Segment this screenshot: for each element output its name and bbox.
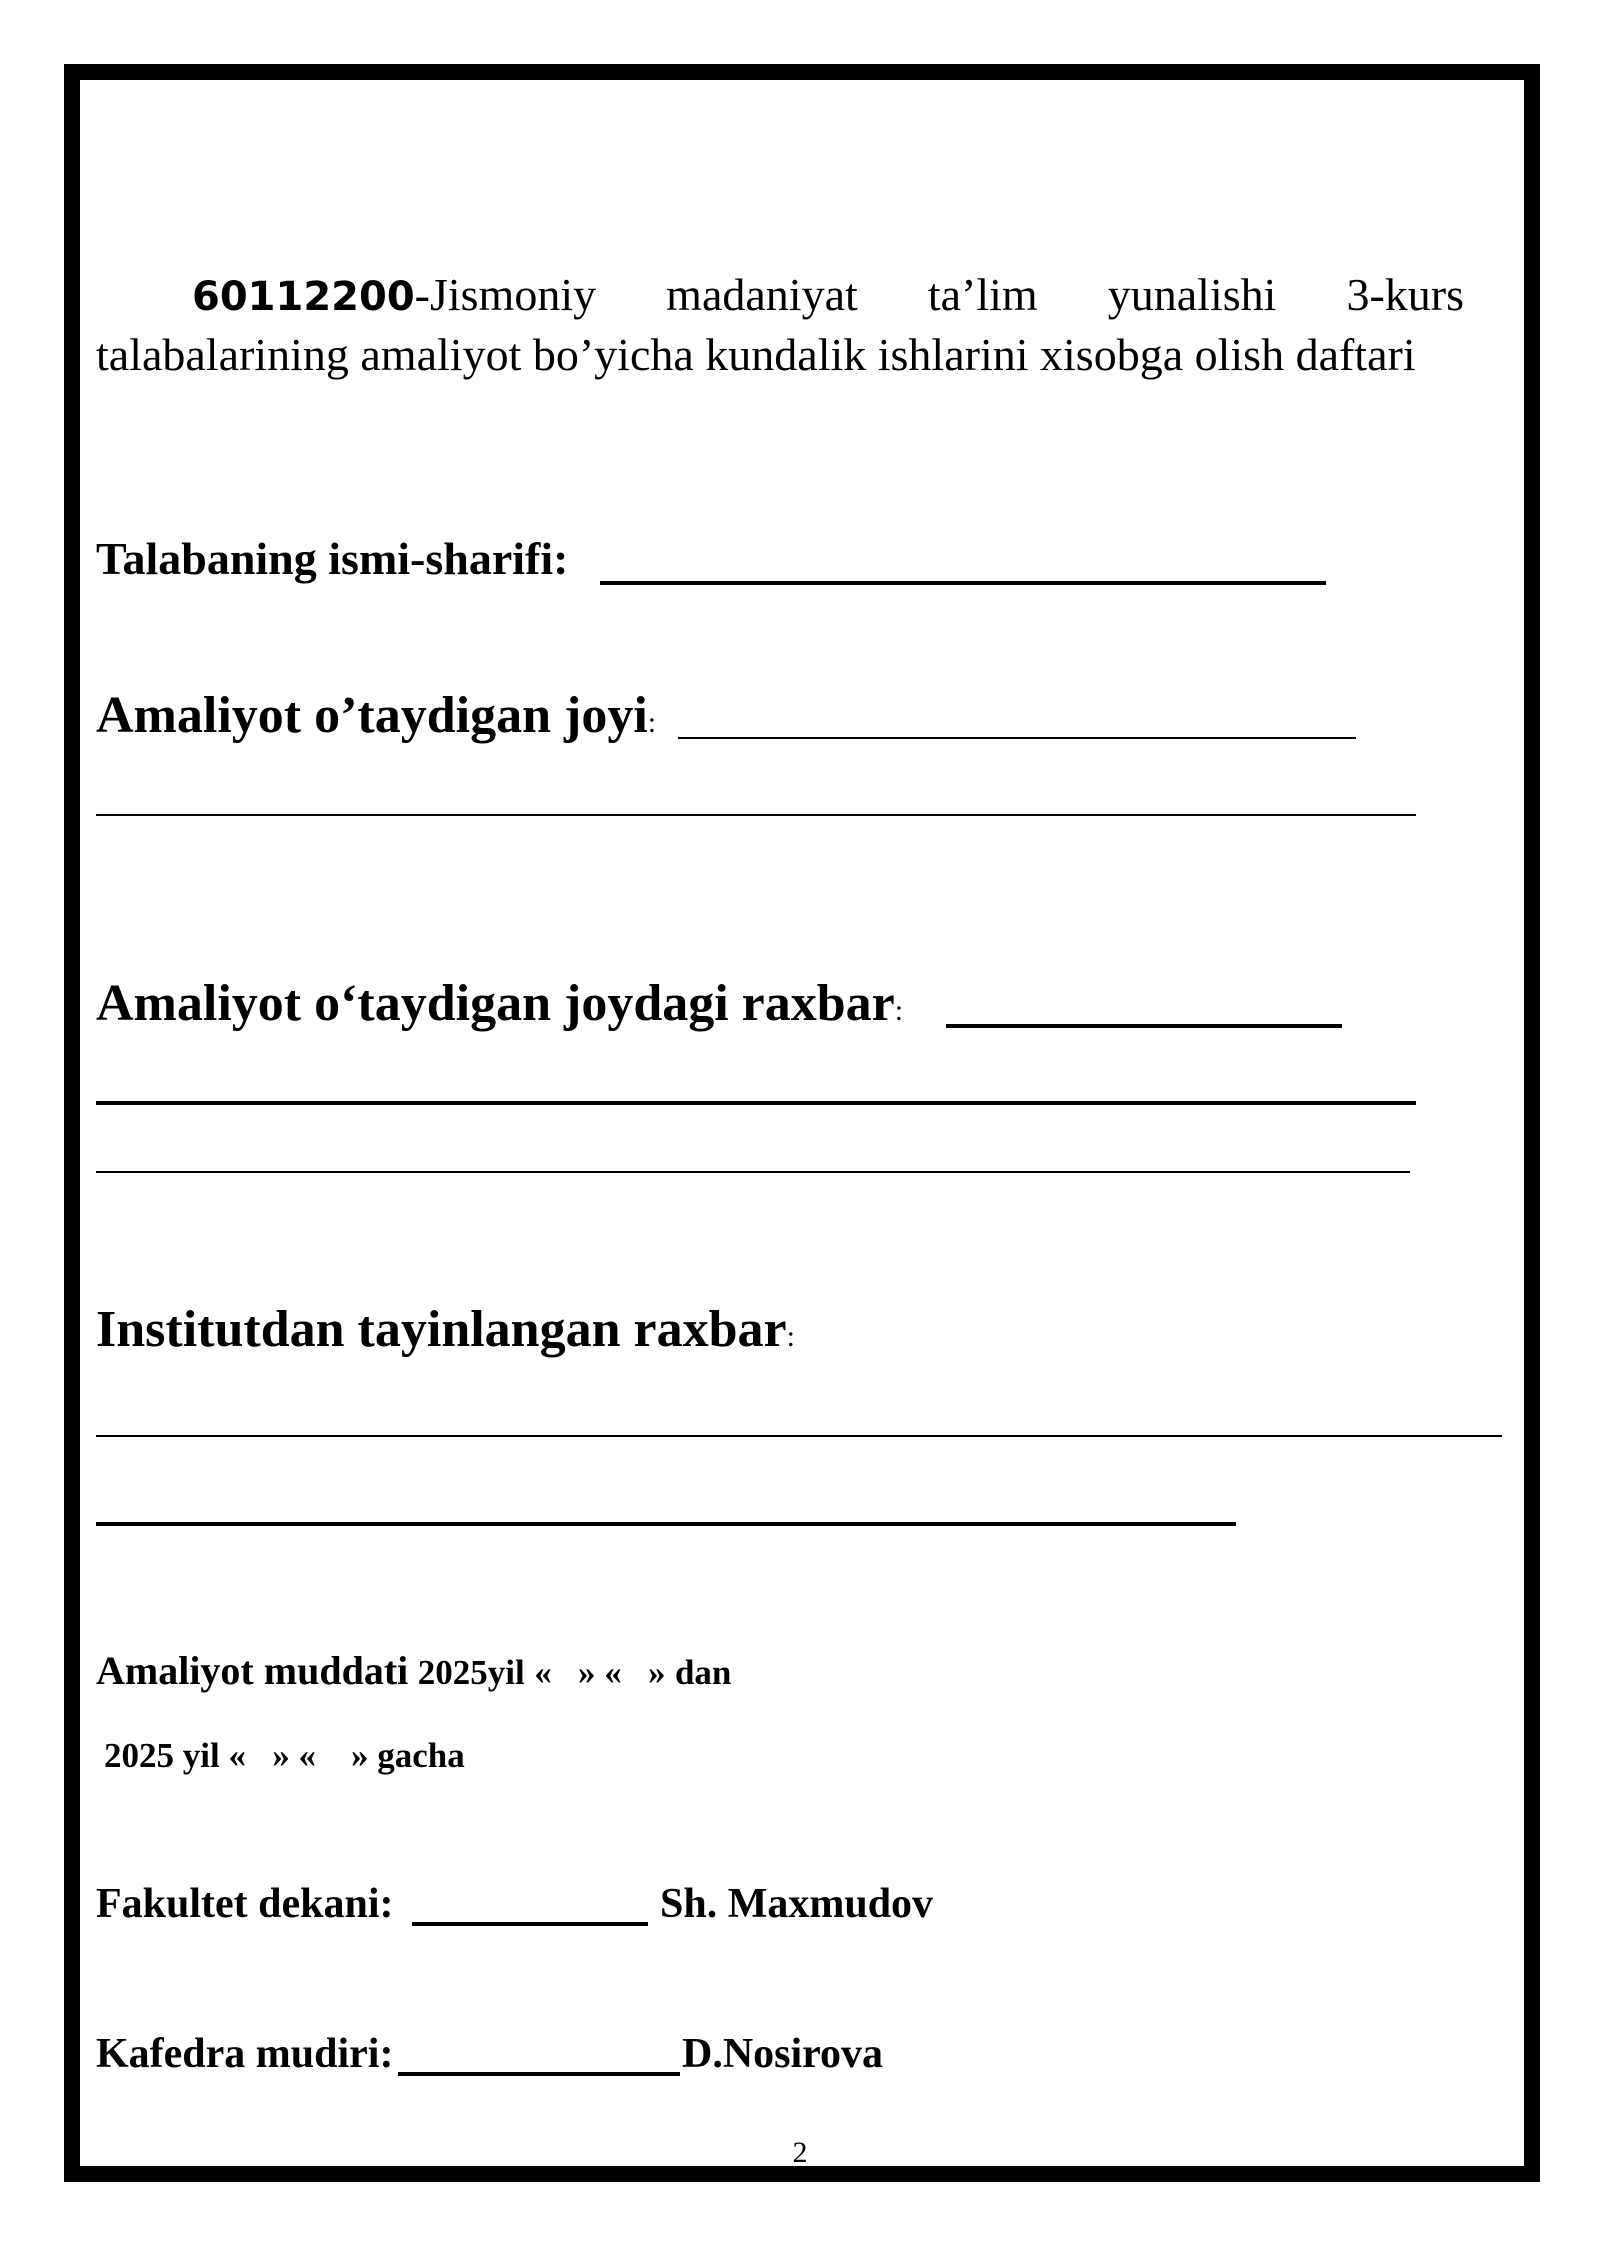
dean-signature-line[interactable] [412,1922,648,1926]
place-line[interactable] [678,737,1356,739]
place-supervisor-line-3[interactable] [96,1171,1410,1173]
dean-label: Fakultet dekani: [96,1881,394,1927]
document-title [96,266,1464,384]
page-number: 2 [792,2136,808,2169]
place-supervisor-line[interactable] [946,1024,1342,1028]
head-label: Kafedra mudiri: [96,2031,394,2077]
program-description: -Jismoniy madaniyat ta’lim yunalishi 3-kurs talabalarining amaliyot bo’yicha kundalik ishlarini xisobga olish daftari [96,269,1464,380]
institute-supervisor-line-2[interactable] [96,1522,1236,1526]
program-code: 60112200 [192,274,415,320]
dean-name: Sh. Maxmudov [660,1881,934,1927]
period-line-2: 2025 yil « » « » gacha [104,1736,465,1775]
place-supervisor-label: Amaliyot o‘taydigan joydagi raxbar: [96,975,904,1032]
student-name-label: Talabaning ismi-sharifi: [96,533,569,584]
place-label: Amaliyot o’taydigan joyi: [96,687,657,744]
head-signature-line[interactable] [398,2072,680,2076]
institute-supervisor-label: Institutdan tayinlangan raxbar: [96,1301,795,1358]
institute-supervisor-line[interactable] [96,1435,1502,1437]
place-supervisor-line-2[interactable] [96,1101,1416,1105]
student-name-line[interactable] [600,581,1326,585]
place-line-2[interactable] [96,814,1416,816]
head-name: D.Nosirova [682,2031,884,2077]
period-line-1: Amaliyot muddati 2025yil « » « » dan [96,1648,732,1693]
period-label: Amaliyot muddati [96,1648,409,1693]
